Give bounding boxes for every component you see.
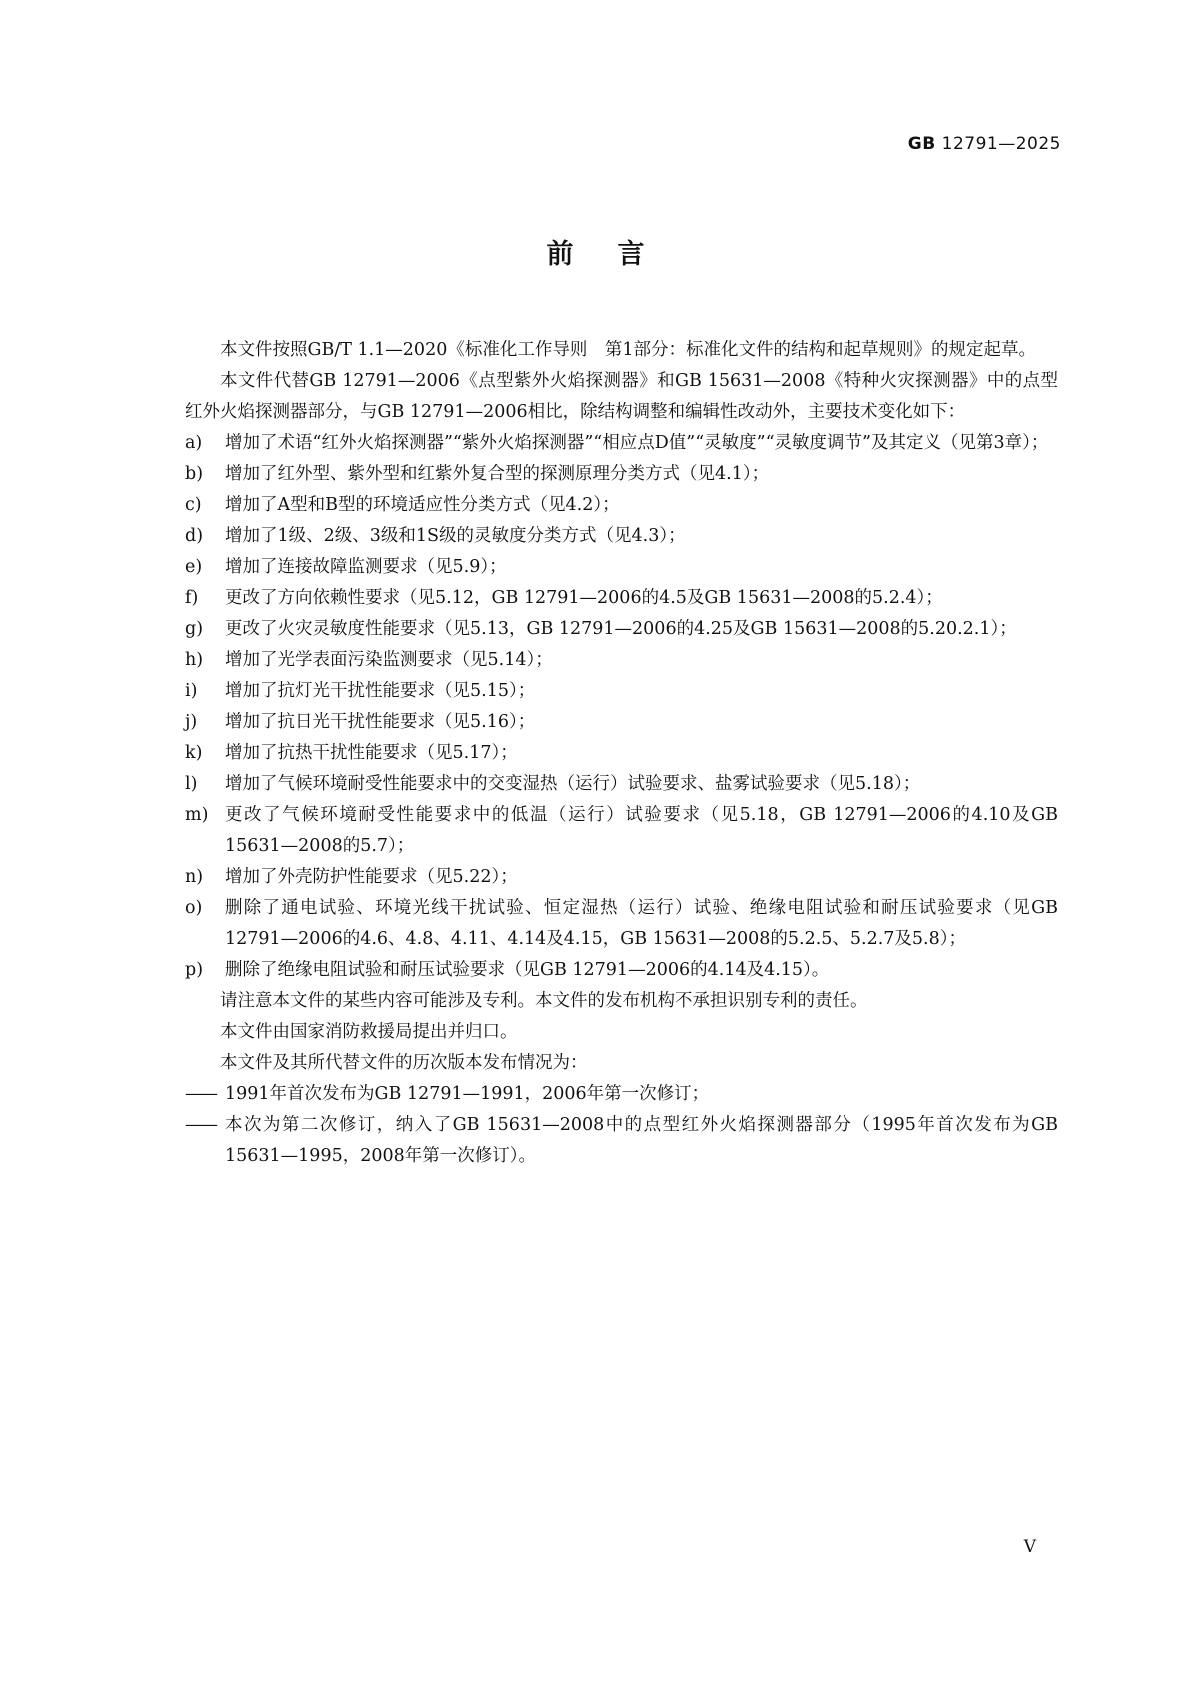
list-item bbox=[185, 769, 1058, 800]
list-item bbox=[185, 614, 1058, 645]
history-list bbox=[185, 1079, 1058, 1172]
list-item-text: 增加了抗灯光干扰性能要求（见5.15）； bbox=[225, 681, 536, 701]
list-item bbox=[185, 738, 1058, 769]
list-marker: o) bbox=[185, 898, 203, 918]
list-item bbox=[185, 862, 1058, 893]
list-item bbox=[185, 893, 1058, 955]
list-item bbox=[185, 490, 1058, 521]
list-item bbox=[185, 800, 1058, 862]
list-item-text: 增加了连接故障监测要求（见5.9）； bbox=[225, 557, 507, 577]
list-item-text: 更改了火灾灵敏度性能要求（见5.13，GB 12791—2006的4.25及GB 15631—2008的5.20.2.1）； bbox=[225, 619, 1017, 639]
history-item bbox=[185, 1079, 1058, 1110]
list-item-text: 删除了绝缘电阻试验和耐压试验要求（见GB 12791—2006的4.14及4.15）。 bbox=[225, 960, 830, 980]
drafting-basis-paragraph: 本文件按照GB/T 1.1—2020《标准化工作导则 第1部分：标准化文件的结构和起草规则》的规定起草。 bbox=[220, 340, 1036, 360]
list-marker: c) bbox=[185, 495, 202, 515]
list-item-text: 更改了方向依赖性要求（见5.12，GB 12791—2006的4.5及GB 15631—2008的5.2.4）； bbox=[225, 588, 943, 608]
list-marker: d) bbox=[185, 526, 204, 546]
history-item bbox=[185, 1110, 1058, 1172]
list-item-text: 增加了抗热干扰性能要求（见5.17）； bbox=[225, 743, 518, 763]
list-item bbox=[185, 955, 1058, 986]
standard-number: 12791—2025 bbox=[941, 134, 1061, 154]
proposer-statement: 本文件由国家消防救援局提出并归口。 bbox=[220, 1022, 518, 1042]
list-item bbox=[185, 707, 1058, 738]
list-item-text: 增加了术语“红外火焰探测器”“紫外火焰探测器”“相应点D值”“灵敏度”“灵敏度调节”及其定义（见第3章）； bbox=[225, 433, 1049, 453]
list-item-text: 增加了外壳防护性能要求（见5.22）； bbox=[225, 867, 518, 887]
page-number: V bbox=[1023, 1537, 1036, 1557]
replacement-paragraph: 本文件代替GB 12791—2006《点型紫外火焰探测器》和GB 15631—2008《特种火灾探测器》中的点型红外火焰探测器部分，与GB 12791—2006相比，除结构调整和编辑性改动外，主要技术变化如下： bbox=[185, 371, 1058, 422]
list-item bbox=[185, 676, 1058, 707]
list-item-text: 更改了气候环境耐受性能要求中的低温（运行）试验要求（见5.18，GB 12791—2006的4.10及GB 15631—2008的5.7）； bbox=[225, 805, 1058, 856]
list-item bbox=[185, 645, 1058, 676]
list-item bbox=[185, 583, 1058, 614]
list-item bbox=[185, 428, 1058, 459]
list-marker: i) bbox=[185, 681, 198, 701]
history-intro: 本文件及其所代替文件的历次版本发布情况为： bbox=[220, 1053, 588, 1073]
list-marker: g) bbox=[185, 619, 204, 639]
patent-notice: 请注意本文件的某些内容可能涉及专利。本文件的发布机构不承担识别专利的责任。 bbox=[220, 991, 868, 1011]
list-marker: l) bbox=[185, 774, 198, 794]
foreword-body bbox=[185, 335, 1058, 1172]
dash-marker: —— bbox=[185, 1084, 216, 1104]
list-marker: j) bbox=[185, 712, 198, 732]
list-item-text: 增加了1级、2级、3级和1S级的灵敏度分类方式（见4.3）； bbox=[225, 526, 686, 546]
list-marker: b) bbox=[185, 464, 204, 484]
list-item-text: 增加了光学表面污染监测要求（见5.14）； bbox=[225, 650, 553, 670]
list-item bbox=[185, 459, 1058, 490]
list-item-text: 删除了通电试验、环境光线干扰试验、恒定湿热（运行）试验、绝缘电阻试验和耐压试验要求（见GB 12791—2006的4.6、4.8、4.11、4.14及4.15，GB 15631—2008的5.2.5、5.2.7及5.8）； bbox=[225, 898, 1058, 949]
list-marker: f) bbox=[185, 588, 199, 608]
list-item bbox=[185, 521, 1058, 552]
changes-list bbox=[185, 428, 1058, 986]
list-item-text: 增加了红外型、紫外型和红紫外复合型的探测原理分类方式（见4.1）； bbox=[225, 464, 770, 484]
list-item bbox=[185, 552, 1058, 583]
list-item-text: 增加了A型和B型的环境适应性分类方式（见4.2）； bbox=[225, 495, 620, 515]
list-marker: a) bbox=[185, 433, 203, 453]
page-title: 前言 bbox=[546, 239, 689, 270]
list-marker: m) bbox=[185, 805, 209, 825]
history-item-text: 本次为第二次修订，纳入了GB 15631—2008中的点型红外火焰探测器部分（1995年首次发布为GB 15631—1995，2008年第一次修订）。 bbox=[225, 1115, 1058, 1166]
history-item-text: 1991年首次发布为GB 12791—1991，2006年第一次修订； bbox=[225, 1084, 710, 1104]
list-marker: e) bbox=[185, 557, 203, 577]
dash-marker: —— bbox=[185, 1115, 216, 1135]
list-marker: n) bbox=[185, 867, 204, 887]
list-marker: k) bbox=[185, 743, 203, 763]
list-item-text: 增加了气候环境耐受性能要求中的交变湿热（运行）试验要求、盐雾试验要求（见5.18）； bbox=[225, 774, 921, 794]
list-item-text: 增加了抗日光干扰性能要求（见5.16）； bbox=[225, 712, 536, 732]
standard-prefix: GB bbox=[907, 134, 936, 154]
list-marker: p) bbox=[185, 960, 204, 980]
list-marker: h) bbox=[185, 650, 204, 670]
document-header bbox=[908, 134, 1061, 154]
